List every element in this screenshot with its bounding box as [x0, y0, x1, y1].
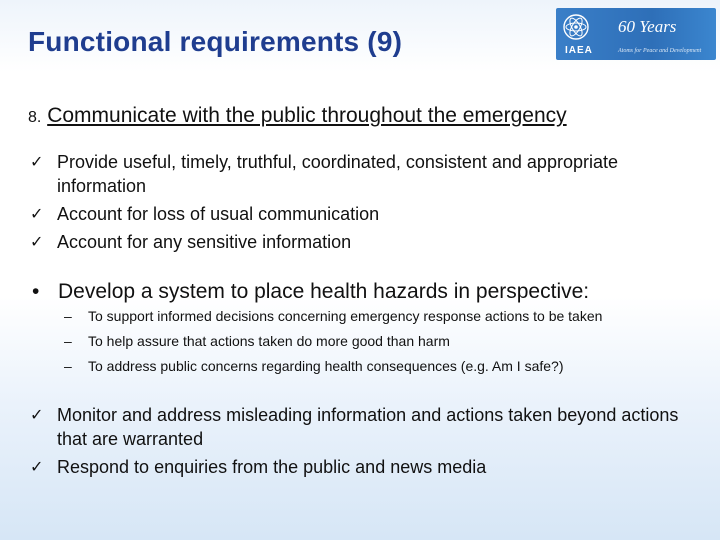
list-item-text: Provide useful, timely, truthful, coordinated, consistent and appropriate information: [57, 152, 618, 196]
list-item-text: Account for any sensitive information: [57, 232, 352, 252]
logo-tagline: Atoms for Peace and Development: [618, 48, 702, 54]
logo-anniversary: 60 Years: [618, 17, 677, 36]
section-heading-text: Communicate with the public throughout the emergency: [47, 104, 567, 127]
list-item-text: Monitor and address misleading information and actions taken beyond actions that are warranted: [57, 405, 679, 449]
check-icon: ✓: [30, 405, 44, 424]
list-item-text: Account for loss of usual communication: [57, 204, 380, 224]
dash-icon: –: [64, 333, 72, 349]
checklist-bottom: [30, 403, 700, 483]
list-item: [30, 202, 700, 226]
bullet-icon: •: [32, 280, 40, 303]
sub-item-text: To support informed decisions concerning emergency response actions to be taken: [88, 308, 603, 324]
check-icon: ✓: [30, 204, 44, 223]
slide-title: Functional requirements (9): [28, 26, 403, 57]
logo-org-name: IAEA: [565, 45, 593, 56]
section-heading: [28, 104, 567, 128]
sub-item-text: To help assure that actions taken do more good than harm: [88, 333, 450, 349]
check-icon: ✓: [30, 232, 44, 251]
dash-icon: –: [64, 308, 72, 324]
list-item: [30, 455, 700, 479]
section-number: 8.: [28, 109, 42, 126]
checklist-top: [30, 150, 700, 258]
dash-icon: –: [64, 358, 72, 374]
list-item-text: Respond to enquiries from the public and news media: [57, 457, 487, 477]
iaea-logo: [556, 8, 716, 60]
bullet-text: Develop a system to place health hazards in perspective:: [58, 280, 590, 303]
sub-item-text: To address public concerns regarding health consequences (e.g. Am I safe?): [88, 358, 564, 374]
sub-item: [64, 358, 704, 375]
list-item: [30, 403, 700, 451]
sub-item: [64, 333, 704, 350]
sub-item: [64, 308, 704, 325]
iaea-emblem-icon: [562, 12, 590, 42]
list-item: [30, 230, 700, 254]
sub-list: [64, 308, 704, 383]
check-icon: ✓: [30, 152, 44, 171]
check-icon: ✓: [30, 457, 44, 476]
list-item: [30, 150, 700, 198]
